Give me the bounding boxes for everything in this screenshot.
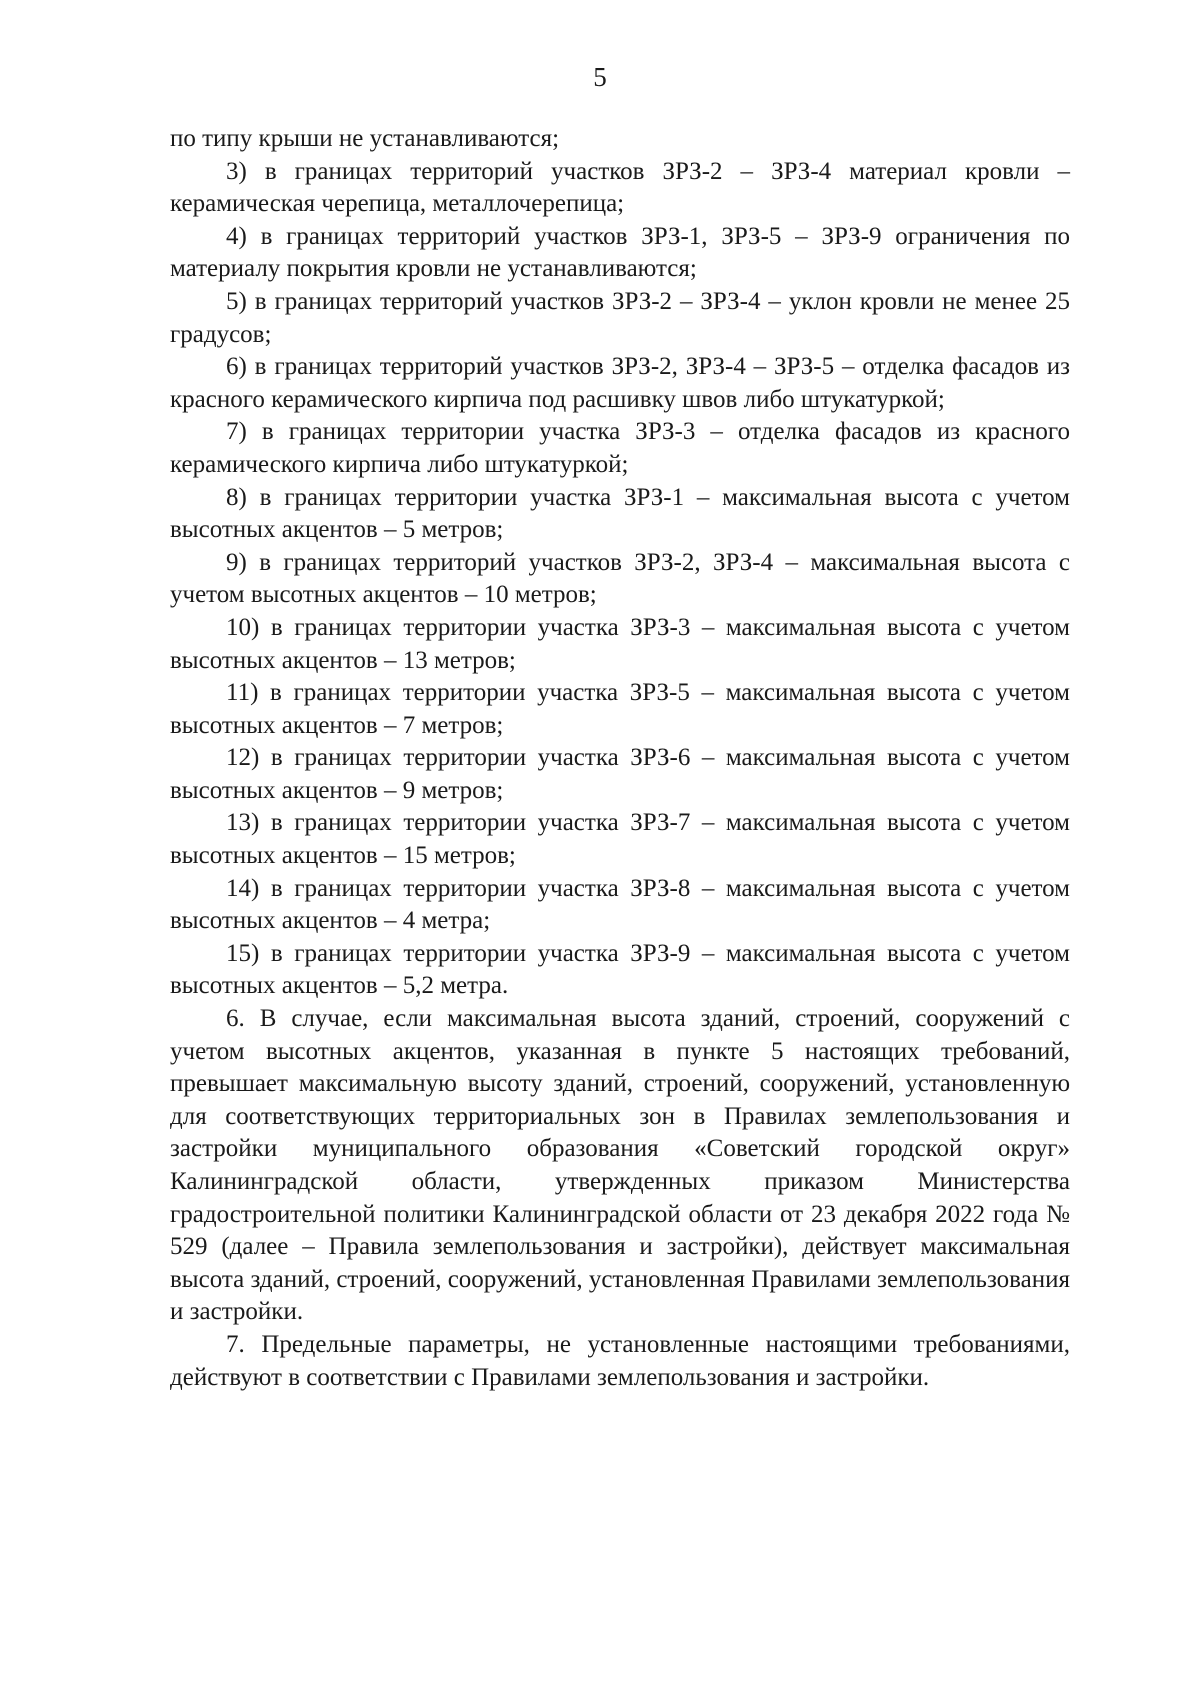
paragraph-continuation: по типу крыши не устанавливаются;	[170, 125, 560, 152]
list-item-13: 13) в границах территории участка ЗРЗ-7 – максимальная высота с учетом высотных акцентов – 15 метров;	[170, 809, 1070, 870]
document-body	[170, 123, 1070, 1394]
list-item-6: 6) в границах территорий участков ЗРЗ-2, ЗРЗ-4 – ЗРЗ-5 – отделка фасадов из красного керамического кирпича под расшивку швов либо штукатуркой;	[170, 353, 1070, 413]
list-item-15: 15) в границах территории участка ЗРЗ-9 – максимальная высота с учетом высотных акцентов – 5,2 метра.	[170, 939, 1070, 1000]
list-item-12: 12) в границах территории участка ЗРЗ-6 – максимальная высота с учетом высотных акцентов – 9 метров;	[170, 744, 1070, 804]
list-item-5: 5) в границах территорий участков ЗРЗ-2 – ЗРЗ-4 – уклон кровли не менее 25 градусов;	[170, 287, 1070, 348]
clause-7: 7. Предельные параметры, не установленные настоящими требованиями, действуют в соответствии с Правилами землепользования и застройки.	[170, 1330, 1070, 1391]
list-item-3: 3) в границах территорий участков ЗРЗ-2 – ЗРЗ-4 материал кровли – керамическая черепица, металлочерепица;	[170, 157, 1070, 218]
list-item-8: 8) в границах территории участка ЗРЗ-1 – максимальная высота с учетом высотных акцентов – 5 метров;	[170, 483, 1070, 544]
list-item-14: 14) в границах территории участка ЗРЗ-8 – максимальная высота с учетом высотных акцентов – 4 метра;	[170, 874, 1070, 935]
list-item-7: 7) в границах территории участка ЗРЗ-3 – отделка фасадов из красного керамического кирпича либо штукатуркой;	[170, 418, 1070, 478]
list-item-9: 9) в границах территорий участков ЗРЗ-2, ЗРЗ-4 – максимальная высота с учетом высотных акцентов – 10 метров;	[170, 548, 1070, 609]
list-item-4: 4) в границах территорий участков ЗРЗ-1, ЗРЗ-5 – ЗРЗ-9 ограничения по материалу покрытия кровли не устанавливаются;	[170, 222, 1070, 283]
clause-6: 6. В случае, если максимальная высота зданий, строений, сооружений с учетом высотных акцентов, указанная в пункте 5 настоящих требований, превышает максимальную высоту зданий, строений, сооружений, установленную для соответствующих территориальных зон в Правилах землепользования и застройки муниципального образования «Советский городской округ» Калининградской области, утвержденных приказом Министерства градостроительной политики Калининградской области от 23 декабря 2022 года № 529 (далее – Правила землепользования и застройки), действует максимальная высота зданий, строений, сооружений, установленная Правилами землепользования и застройки.	[170, 1005, 1070, 1326]
list-item-10: 10) в границах территории участка ЗРЗ-3 – максимальная высота с учетом высотных акцентов – 13 метров;	[170, 613, 1070, 674]
list-item-11: 11) в границах территории участка ЗРЗ-5 – максимальная высота с учетом высотных акцентов – 7 метров;	[170, 679, 1070, 739]
page-number: 5	[593, 62, 607, 92]
